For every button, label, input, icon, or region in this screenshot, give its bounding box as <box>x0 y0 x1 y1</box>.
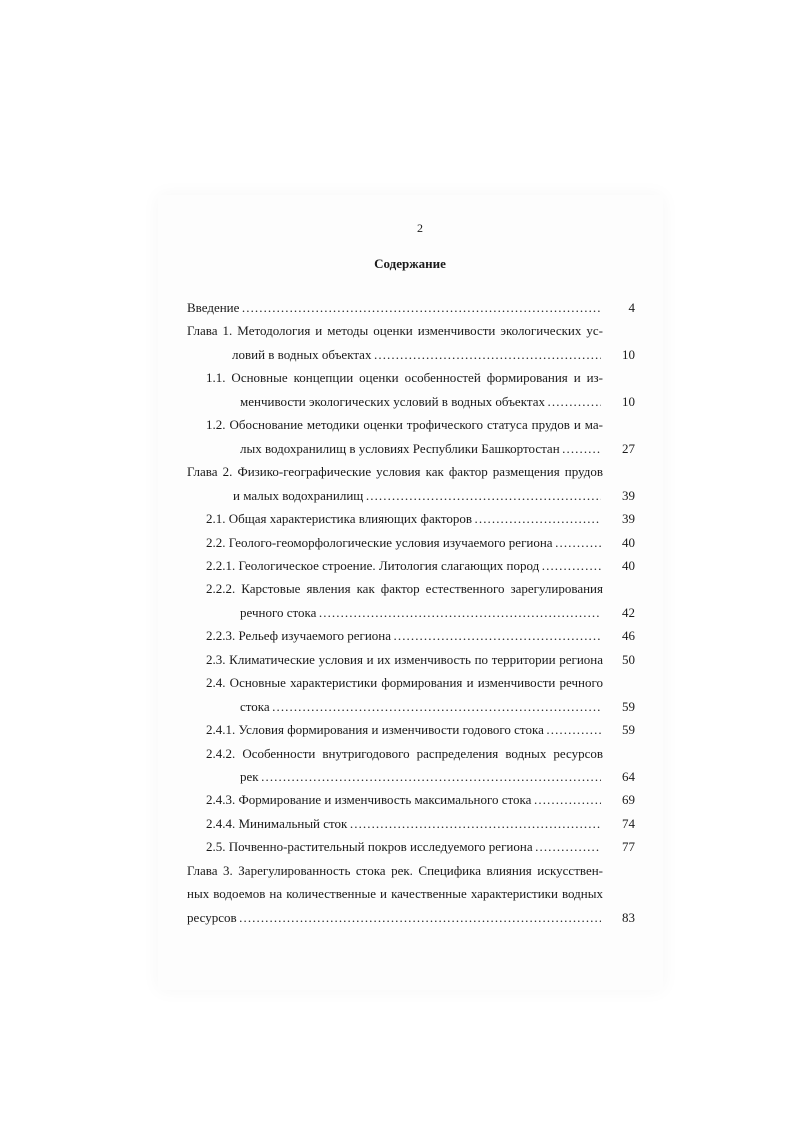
toc-entry-text: 2.4.4. Минимальный сток <box>206 815 348 831</box>
toc-entry-text: лых водохранилищ в условиях Республики Башкортостан <box>240 440 560 456</box>
toc-entry-text: речного стока <box>240 604 317 620</box>
toc-entry-text: ловий в водных объектах <box>232 346 372 362</box>
toc-entry-page: 69 <box>622 792 635 808</box>
toc-entry <box>206 557 635 576</box>
toc-entry-page: 83 <box>622 909 635 925</box>
toc-entry <box>233 487 635 506</box>
toc-entry-text: и малых водохранилищ <box>233 487 364 503</box>
toc-entry-text: 2.5. Почвенно-растительный покров исследуемого региона <box>206 839 533 855</box>
toc-entry <box>240 440 635 459</box>
toc-entry-page: 10 <box>622 393 635 409</box>
toc-entry-text: стока <box>240 698 270 714</box>
toc-entry-text: 2.4.2. Особенности внутригодового распределения водных ресурсов <box>206 745 603 761</box>
dot-leader <box>533 792 601 808</box>
toc-entry <box>240 604 635 623</box>
toc-entry <box>206 651 635 670</box>
toc-entry <box>206 675 603 693</box>
toc-entry-text: Введение <box>187 300 240 315</box>
dot-leader <box>239 910 601 926</box>
toc-entry-text: Глава 1. Методология и методы оценки изменчивости экологических ус- <box>187 323 603 339</box>
toc-entry <box>240 769 635 787</box>
toc-entry <box>187 909 635 928</box>
dot-leader <box>373 347 601 363</box>
toc-entry <box>206 581 603 599</box>
toc-entry-text: 2.2. Геолого-геоморфологические условия изучаемого региона <box>206 534 553 550</box>
dot-leader <box>562 441 601 457</box>
toc-entry <box>206 417 603 435</box>
toc-entry-text: 2.2.1. Геологическое строение. Литология слагающих пород <box>206 557 540 573</box>
toc-entry-text: 2.2.2. Карстовые явления как фактор естественного зарегулирования <box>206 581 603 597</box>
toc-entry-page: 40 <box>622 557 635 573</box>
toc-entry <box>206 511 635 529</box>
dot-leader <box>547 394 601 410</box>
toc-entry-text: Глава 2. Физико-географические условия как фактор размещения прудов <box>187 464 603 480</box>
toc-entry <box>187 464 603 482</box>
dot-leader <box>349 816 601 832</box>
toc-entry-page: 59 <box>622 698 635 714</box>
toc-entry-text: рек <box>240 769 259 784</box>
toc-entry <box>187 863 603 881</box>
toc-entry <box>206 815 635 834</box>
toc-entry-text: 2.4.3. Формирование и изменчивость максимального стока <box>206 792 532 808</box>
toc-entry-page: 74 <box>622 815 635 831</box>
toc-entry <box>206 746 603 764</box>
toc-entry <box>206 534 635 553</box>
toc-title: Содержание <box>374 256 446 271</box>
toc-entry <box>206 792 635 810</box>
toc-entry-page: 77 <box>622 839 635 855</box>
toc-entry-page: 50 <box>622 651 635 667</box>
dot-leader <box>541 558 601 574</box>
dot-leader <box>555 535 601 551</box>
toc-entry-page: 46 <box>622 628 635 644</box>
toc-entry-text: Глава 3. Зарегулированность стока рек. Специфика влияния искусствен- <box>187 862 603 878</box>
toc-entry <box>206 722 635 740</box>
dot-leader <box>535 839 601 855</box>
toc-entry-page: 64 <box>622 769 635 784</box>
dot-leader <box>546 722 601 738</box>
toc-entry-page: 42 <box>622 604 635 620</box>
dot-leader <box>272 699 601 715</box>
toc-entry <box>187 323 603 341</box>
toc-entry <box>240 698 635 717</box>
toc-entry-text: 2.1. Общая характеристика влияющих факторов <box>206 511 473 527</box>
toc-entry <box>206 839 635 857</box>
dot-leader <box>261 769 601 785</box>
toc-entry-text: ресурсов <box>187 909 237 925</box>
toc-entry-text: 2.2.3. Рельеф изучаемого региона <box>206 628 392 644</box>
toc-entry <box>240 393 635 412</box>
toc-entry <box>187 300 635 318</box>
toc-entry <box>206 628 635 646</box>
dot-leader <box>393 628 601 644</box>
dot-leader <box>474 511 601 527</box>
dot-leader <box>318 605 601 621</box>
toc-entry-page: 27 <box>622 440 635 456</box>
toc-entry <box>232 346 635 365</box>
toc-entry-page: 59 <box>622 722 635 738</box>
dot-leader <box>365 488 601 504</box>
toc-entry-page: 10 <box>622 346 635 362</box>
toc-entry-page: 39 <box>622 487 635 503</box>
page-number: 2 <box>417 221 423 235</box>
toc-entry-text: ных водоемов на количественные и качественные характеристики водных <box>187 886 603 902</box>
toc-entry-page: 40 <box>622 534 635 550</box>
toc-entry-text: 1.1. Основные концепции оценки особенностей формирования и из- <box>206 370 603 386</box>
toc-entry-text: 1.2. Обоснование методики оценки трофического статуса прудов и ма- <box>206 417 603 433</box>
toc-entry <box>206 370 603 388</box>
dot-leader <box>241 300 601 316</box>
toc-entry-page: 39 <box>622 511 635 527</box>
toc-entry-page: 4 <box>628 300 635 315</box>
toc-entry-text: менчивости экологических условий в водных объектах <box>240 393 545 409</box>
toc-entry-text: 2.4.1. Условия формирования и изменчивости годового стока <box>206 722 544 738</box>
toc-entry <box>187 886 603 904</box>
toc-entry-text: 2.4. Основные характеристики формирования и изменчивости речного <box>206 675 603 691</box>
toc-entry-text: 2.3. Климатические условия и их изменчивость по территории региона <box>206 651 603 667</box>
